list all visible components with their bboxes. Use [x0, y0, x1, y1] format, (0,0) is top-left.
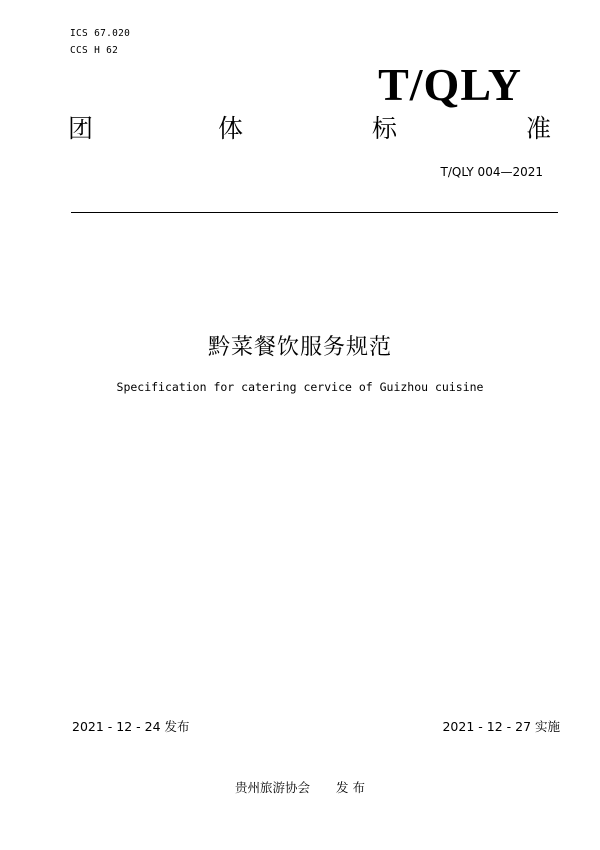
standard-type-char-2: 体: [218, 114, 244, 143]
publisher-line: [0, 778, 600, 796]
ccs-code: CCS H 62: [70, 45, 119, 56]
issue-date: 2021 - 12 - 24 发布: [72, 719, 190, 734]
header-divider: [71, 212, 558, 213]
document-title-cn: 黔菜餐饮服务规范: [207, 335, 392, 360]
document-title-en: Specification for catering cervice of Guizhou cuisine: [116, 380, 484, 394]
standard-type-char-1: 团: [68, 114, 94, 143]
ics-code: ICS 67.020: [70, 28, 131, 39]
publisher-action: 发 布: [336, 780, 365, 795]
standard-logo: T/QLY: [378, 59, 522, 110]
standard-type-char-3: 标: [372, 114, 398, 143]
standard-type-char-4: 准: [526, 114, 552, 143]
standard-code: T/QLY 004—2021: [440, 165, 543, 179]
implementation-date: 2021 - 12 - 27 实施: [442, 719, 560, 734]
publisher-name: 贵州旅游协会: [235, 780, 311, 795]
